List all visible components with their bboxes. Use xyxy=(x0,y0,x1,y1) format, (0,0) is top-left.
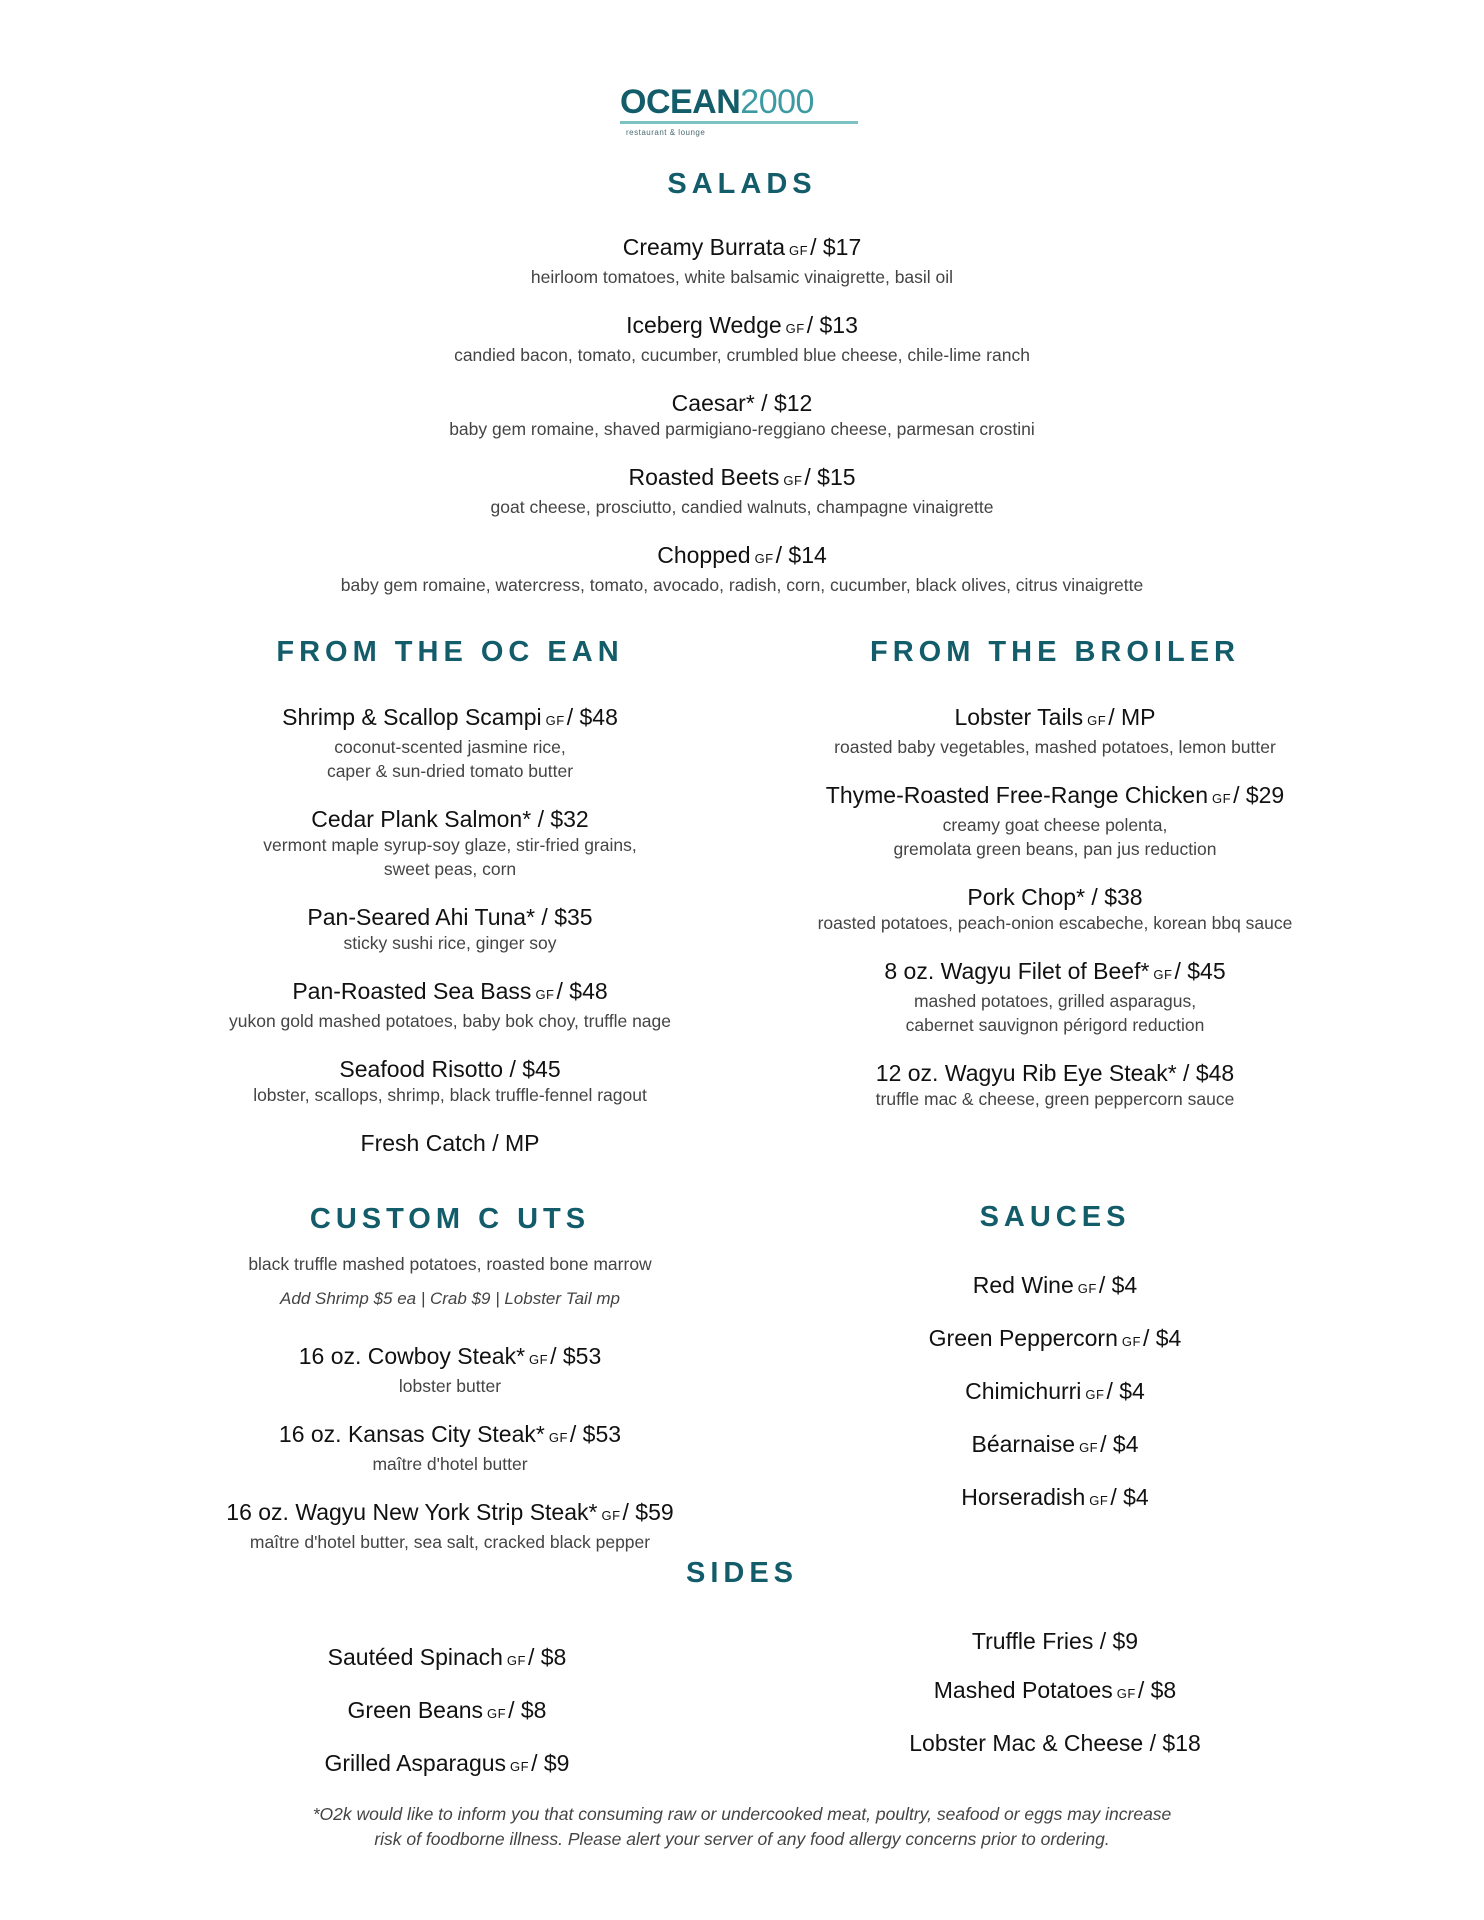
menu-item-name: Green Beans xyxy=(347,1697,484,1723)
custom-cuts-list xyxy=(150,1342,750,1554)
gluten-free-tag: GF xyxy=(535,987,555,1002)
menu-item-name: 16 oz. Kansas City Steak* xyxy=(278,1421,545,1447)
menu-item-title xyxy=(855,1729,1255,1757)
menu-item-description: baby gem romaine, watercress, tomato, avocado, radish, corn, cucumber, black olives, citrus vinaigrette xyxy=(340,575,1144,595)
menu-item-name: Creamy Burrata xyxy=(622,234,786,260)
menu-item-description: yukon gold mashed potatoes, baby bok choy, truffle nage xyxy=(228,1011,671,1031)
menu-item-price: / $59 xyxy=(622,1499,674,1525)
gluten-free-tag: GF xyxy=(1212,791,1232,806)
menu-item-title xyxy=(242,463,1242,495)
menu-item-price: / $48 xyxy=(556,978,608,1004)
menu-item-price: / $8 xyxy=(1137,1677,1177,1703)
menu-item-title xyxy=(242,311,1242,343)
menu-item-title xyxy=(150,977,750,1009)
salads-list xyxy=(242,233,1242,597)
menu-item xyxy=(150,1342,750,1398)
menu-item-price: / $4 xyxy=(1142,1325,1182,1351)
menu-item-name: 12 oz. Wagyu Rib Eye Steak* xyxy=(875,1060,1177,1086)
menu-item-description: maître d'hotel butter, sea salt, cracked black pepper xyxy=(249,1532,651,1552)
menu-item-title xyxy=(150,805,750,833)
menu-item xyxy=(150,977,750,1033)
menu-item xyxy=(855,1676,1255,1708)
menu-item xyxy=(855,1729,1255,1757)
gluten-free-tag: GF xyxy=(1079,1440,1099,1455)
menu-item-description: cabernet sauvignon périgord reduction xyxy=(905,1015,1205,1035)
menu-item-title xyxy=(150,1498,750,1530)
menu-item-description: roasted baby vegetables, mashed potatoes, lemon butter xyxy=(834,737,1276,757)
broiler-title: FROM THE BROILER xyxy=(870,636,1240,668)
menu-item xyxy=(242,463,1242,519)
menu-item-price: / $14 xyxy=(775,542,827,568)
menu-item xyxy=(150,703,750,783)
gluten-free-tag: GF xyxy=(548,1430,568,1445)
menu-item xyxy=(150,805,750,881)
menu-item-name: Shrimp & Scallop Scampi xyxy=(282,704,542,730)
gluten-free-tag: GF xyxy=(1121,1334,1141,1349)
menu-item-description: candied bacon, tomato, cucumber, crumbled blue cheese, chile-lime ranch xyxy=(454,345,1030,365)
salads-title: SALADS xyxy=(667,168,817,200)
gluten-free-tag: GF xyxy=(510,1759,530,1774)
custom-cuts-addons: Add Shrimp $5 ea | Crab $9 | Lobster Tail mp xyxy=(280,1289,620,1308)
menu-item-name: Sautéed Spinach xyxy=(327,1644,503,1670)
menu-item-title xyxy=(247,1643,647,1675)
gluten-free-tag: GF xyxy=(1087,713,1107,728)
menu-item-price: / $45 xyxy=(1174,958,1226,984)
menu-item xyxy=(755,1059,1355,1111)
menu-item xyxy=(755,957,1355,1037)
menu-item-description: creamy goat cheese polenta, xyxy=(942,815,1168,835)
menu-item-description: gremolata green beans, pan jus reduction xyxy=(893,839,1217,859)
ocean-title: FROM THE OC EAN xyxy=(276,636,624,668)
menu-item-price: / $4 xyxy=(1100,1431,1139,1457)
menu-item-title xyxy=(805,1483,1305,1515)
menu-item-title xyxy=(805,1377,1305,1409)
menu-item-title xyxy=(755,883,1355,911)
gluten-free-tag: GF xyxy=(529,1352,549,1367)
menu-item-title xyxy=(247,1749,647,1781)
menu-item-description: sticky sushi rice, ginger soy xyxy=(343,933,557,953)
menu-item-title xyxy=(855,1676,1255,1708)
menu-item-price: / $45 xyxy=(509,1056,561,1082)
menu-item xyxy=(150,1498,750,1554)
menu-item-name: Red Wine xyxy=(972,1272,1074,1298)
menu-item-price: / $17 xyxy=(810,234,862,260)
menu-item-description: heirloom tomatoes, white balsamic vinaigrette, basil oil xyxy=(530,267,954,287)
menu-item xyxy=(242,311,1242,367)
menu-item-name: Chopped xyxy=(657,542,751,568)
menu-item xyxy=(247,1749,647,1781)
custom-cuts-intro-block xyxy=(150,1252,750,1311)
gluten-free-tag: GF xyxy=(1089,1493,1109,1508)
menu-item-description: vermont maple syrup-soy glaze, stir-fried grains, xyxy=(263,835,637,855)
menu-item xyxy=(242,233,1242,289)
menu-item-description: coconut-scented jasmine rice, xyxy=(334,737,566,757)
sides-title: SIDES xyxy=(685,1557,799,1589)
menu-item-title xyxy=(247,1696,647,1728)
menu-item-description: baby gem romaine, shaved parmigiano-reggiano cheese, parmesan crostini xyxy=(449,419,1035,439)
menu-item-title xyxy=(242,541,1242,573)
logo-word-bold: OCEAN xyxy=(620,83,741,121)
gluten-free-tag: GF xyxy=(1153,967,1173,982)
menu-item-title xyxy=(755,703,1355,735)
menu-item-price: / $53 xyxy=(569,1421,622,1447)
menu-item-name: Horseradish xyxy=(961,1484,1086,1510)
menu-item-title xyxy=(805,1271,1305,1303)
menu-item-title xyxy=(855,1627,1255,1655)
gluten-free-tag: GF xyxy=(1085,1387,1105,1402)
menu-item-title xyxy=(150,703,750,735)
menu-item xyxy=(755,781,1355,861)
restaurant-logo xyxy=(620,82,860,142)
menu-item-name: Mashed Potatoes xyxy=(933,1677,1113,1703)
logo-underline xyxy=(620,121,858,124)
menu-item-price: / $12 xyxy=(761,390,813,416)
menu-item-title xyxy=(150,1342,750,1374)
menu-item-title xyxy=(805,1324,1305,1356)
menu-item-name: Seafood Risotto xyxy=(339,1056,504,1082)
menu-item-name: Béarnaise xyxy=(971,1431,1076,1457)
menu-item-name: Caesar* xyxy=(671,390,755,416)
menu-item-title xyxy=(242,389,1242,417)
menu-item xyxy=(150,1420,750,1476)
menu-item-title xyxy=(755,1059,1355,1087)
menu-item-name: Green Peppercorn xyxy=(928,1325,1118,1351)
menu-item xyxy=(242,541,1242,597)
menu-item-price: / $29 xyxy=(1233,782,1285,808)
menu-item-price: / $9 xyxy=(1099,1628,1139,1654)
menu-item xyxy=(755,703,1355,759)
menu-item-price: / $35 xyxy=(541,904,593,930)
menu-item-name: Thyme-Roasted Free-Range Chicken xyxy=(825,782,1208,808)
menu-item-price: / $13 xyxy=(806,312,858,338)
menu-item xyxy=(150,1055,750,1107)
menu-item xyxy=(855,1627,1255,1655)
menu-item xyxy=(242,389,1242,441)
sides-right-list xyxy=(855,1627,1255,1757)
menu-item-price: / $38 xyxy=(1091,884,1143,910)
menu-item-title xyxy=(242,233,1242,265)
menu-item-description: roasted potatoes, peach-onion escabeche, korean bbq sauce xyxy=(817,913,1293,933)
menu-item-name: Roasted Beets xyxy=(628,464,780,490)
menu-item-price: / MP xyxy=(1108,704,1156,730)
footer-line-2: risk of foodborne illness. Please alert your server of any food allergy concerns prior to ordering. xyxy=(374,1829,1110,1849)
sauces-title: SAUCES xyxy=(979,1201,1131,1233)
menu-item-name: Lobster Mac & Cheese xyxy=(909,1730,1144,1756)
menu-item-name: Chimichurri xyxy=(965,1378,1082,1404)
menu-item-name: Grilled Asparagus xyxy=(324,1750,507,1776)
menu-item-name: 16 oz. Wagyu New York Strip Steak* xyxy=(226,1499,598,1525)
custom-cuts-intro: black truffle mashed potatoes, roasted bone marrow xyxy=(248,1254,652,1274)
menu-item xyxy=(805,1271,1305,1303)
menu-item-name: 16 oz. Cowboy Steak* xyxy=(298,1343,526,1369)
menu-item-description: maître d'hotel butter xyxy=(372,1454,528,1474)
menu-item-title xyxy=(150,1055,750,1083)
menu-item-price: / $4 xyxy=(1110,1484,1149,1510)
menu-item xyxy=(150,903,750,955)
sauces-list xyxy=(805,1271,1305,1515)
menu-item-price: / $18 xyxy=(1149,1730,1201,1756)
gluten-free-tag: GF xyxy=(545,713,565,728)
menu-item-price: / $8 xyxy=(508,1697,547,1723)
menu-item-title xyxy=(755,781,1355,813)
gluten-free-tag: GF xyxy=(506,1653,526,1668)
menu-item-name: 8 oz. Wagyu Filet of Beef* xyxy=(884,958,1150,984)
ocean-list xyxy=(150,703,750,1157)
broiler-list xyxy=(755,703,1355,1111)
menu-item xyxy=(805,1324,1305,1356)
menu-item-name: Iceberg Wedge xyxy=(626,312,782,338)
menu-item xyxy=(247,1643,647,1675)
gluten-free-tag: GF xyxy=(789,243,809,258)
gluten-free-tag: GF xyxy=(601,1508,621,1523)
menu-item-name: Pan-Roasted Sea Bass xyxy=(292,978,532,1004)
menu-item-name: Cedar Plank Salmon* xyxy=(311,806,532,832)
menu-item-price: / $9 xyxy=(531,1750,570,1776)
menu-item xyxy=(755,883,1355,935)
menu-item-description: truffle mac & cheese, green peppercorn sauce xyxy=(875,1089,1235,1109)
logo-word-thin: 2000 xyxy=(740,83,814,121)
menu-item xyxy=(805,1430,1305,1462)
menu-item xyxy=(247,1696,647,1728)
menu-item-title xyxy=(805,1430,1305,1462)
menu-item-price: / $4 xyxy=(1098,1272,1138,1298)
menu-item-price: / $32 xyxy=(537,806,589,832)
custom-cuts-title: CUSTOM C UTS xyxy=(309,1203,591,1235)
gluten-free-tag: GF xyxy=(1116,1686,1136,1701)
sides-left-list xyxy=(247,1643,647,1781)
menu-item-description: lobster, scallops, shrimp, black truffle-fennel ragout xyxy=(253,1085,647,1105)
menu-item-description: lobster butter xyxy=(398,1376,502,1396)
menu-item-name: Lobster Tails xyxy=(954,704,1084,730)
menu-item-price: / $4 xyxy=(1106,1378,1145,1404)
menu-item-price: / $15 xyxy=(804,464,856,490)
footer-disclaimer xyxy=(200,1802,1284,1852)
menu-item-name: Pork Chop* xyxy=(967,884,1086,910)
menu-item-description: sweet peas, corn xyxy=(383,859,517,879)
menu-item-price: / MP xyxy=(492,1130,540,1156)
menu-item-title xyxy=(150,1129,750,1157)
menu-item xyxy=(805,1377,1305,1409)
menu-item-price: / $53 xyxy=(550,1343,602,1369)
menu-item xyxy=(805,1483,1305,1515)
menu-item-title xyxy=(755,957,1355,989)
menu-item-description: caper & sun-dried tomato butter xyxy=(326,761,574,781)
menu-item-name: Truffle Fries xyxy=(971,1628,1094,1654)
menu-item-description: goat cheese, prosciutto, candied walnuts, champagne vinaigrette xyxy=(490,497,994,517)
footer-line-1: *O2k would like to inform you that consuming raw or undercooked meat, poultry, seafood or eggs may increase xyxy=(312,1804,1172,1824)
gluten-free-tag: GF xyxy=(783,473,803,488)
gluten-free-tag: GF xyxy=(754,551,774,566)
gluten-free-tag: GF xyxy=(785,321,805,336)
menu-item xyxy=(150,1129,750,1157)
menu-item-description: mashed potatoes, grilled asparagus, xyxy=(913,991,1197,1011)
menu-item-price: / $8 xyxy=(527,1644,567,1670)
gluten-free-tag: GF xyxy=(1077,1281,1097,1296)
menu-item-price: / $48 xyxy=(566,704,618,730)
logo-subtitle: restaurant & lounge xyxy=(626,128,706,137)
logo-wordmark xyxy=(620,82,860,122)
menu-item-title xyxy=(150,903,750,931)
menu-item-name: Pan-Seared Ahi Tuna* xyxy=(307,904,536,930)
menu-item-price: / $48 xyxy=(1183,1060,1235,1086)
gluten-free-tag: GF xyxy=(487,1706,507,1721)
menu-item-name: Fresh Catch xyxy=(360,1130,486,1156)
menu-item-title xyxy=(150,1420,750,1452)
